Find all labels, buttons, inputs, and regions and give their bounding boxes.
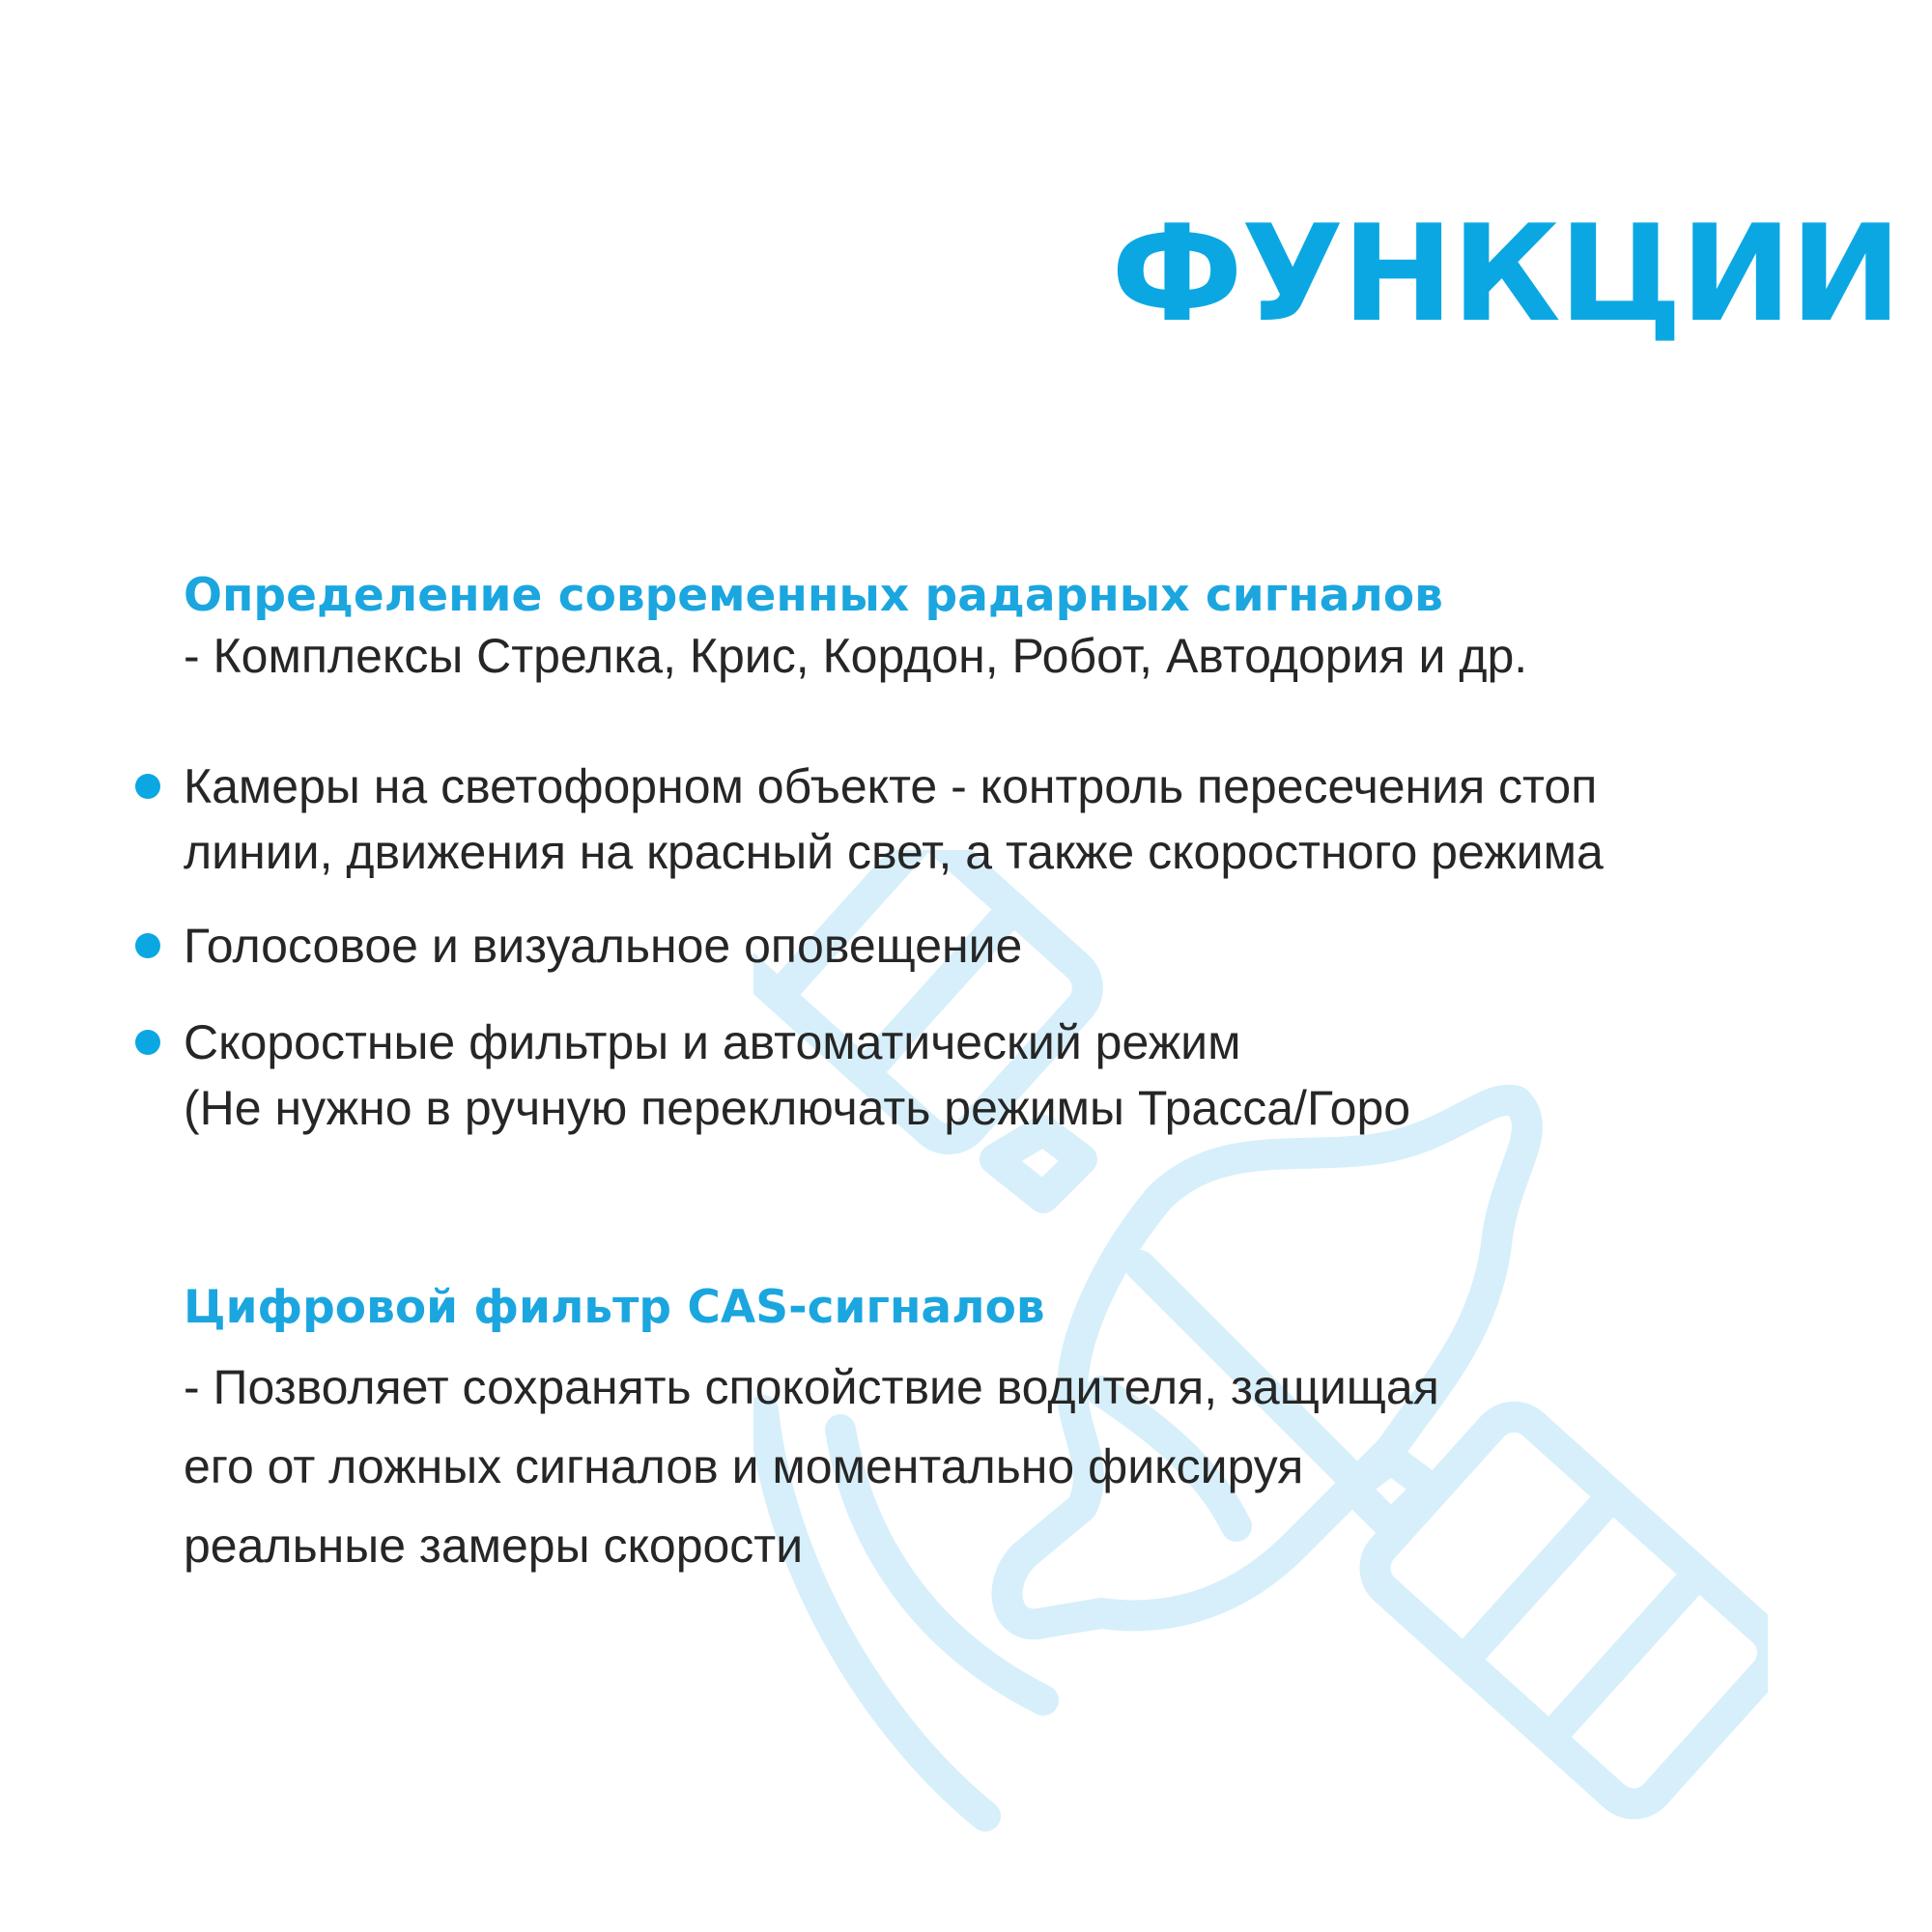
bullet-icon bbox=[135, 1030, 160, 1055]
section-text-line: - Позволяет сохранять спокойствие водителя, защищая bbox=[184, 1360, 1439, 1414]
page-title: ФУНКЦИИ bbox=[1111, 196, 1900, 352]
bullet-icon bbox=[135, 774, 160, 799]
section-text-cas bbox=[184, 1348, 1439, 1585]
bullet-line: (Не нужно в ручную переключать режимы Трасса/Горо bbox=[184, 1081, 1411, 1135]
bullet-line: Голосовое и визуальное оповещение bbox=[184, 919, 1023, 973]
bullet-line: линии, движения на красный свет, а также скоростного режима bbox=[184, 825, 1604, 879]
bullet-item-cameras bbox=[184, 753, 1604, 885]
bullet-item-alerts bbox=[184, 913, 1022, 979]
bullet-icon bbox=[135, 933, 160, 958]
section-subtitle-radar: - Комплексы Стрелка, Крис, Кордон, Робот, Автодория и др. bbox=[184, 629, 1528, 683]
section-heading-radar: Определение современных радарных сигналов bbox=[184, 569, 1443, 622]
bullet-line: Скоростные фильтры и автоматический режим bbox=[184, 1015, 1241, 1069]
section-text-line: реальные замеры скорости bbox=[184, 1519, 804, 1573]
bullet-line: Камеры на светофорном объекте - контроль пересечения стоп bbox=[184, 759, 1598, 813]
bullet-item-filters bbox=[184, 1009, 1410, 1141]
section-text-line: его от ложных сигналов и моментально фиксируя bbox=[184, 1439, 1304, 1493]
section-heading-cas: Цифровой фильтр CAS-сигналов bbox=[184, 1281, 1045, 1334]
